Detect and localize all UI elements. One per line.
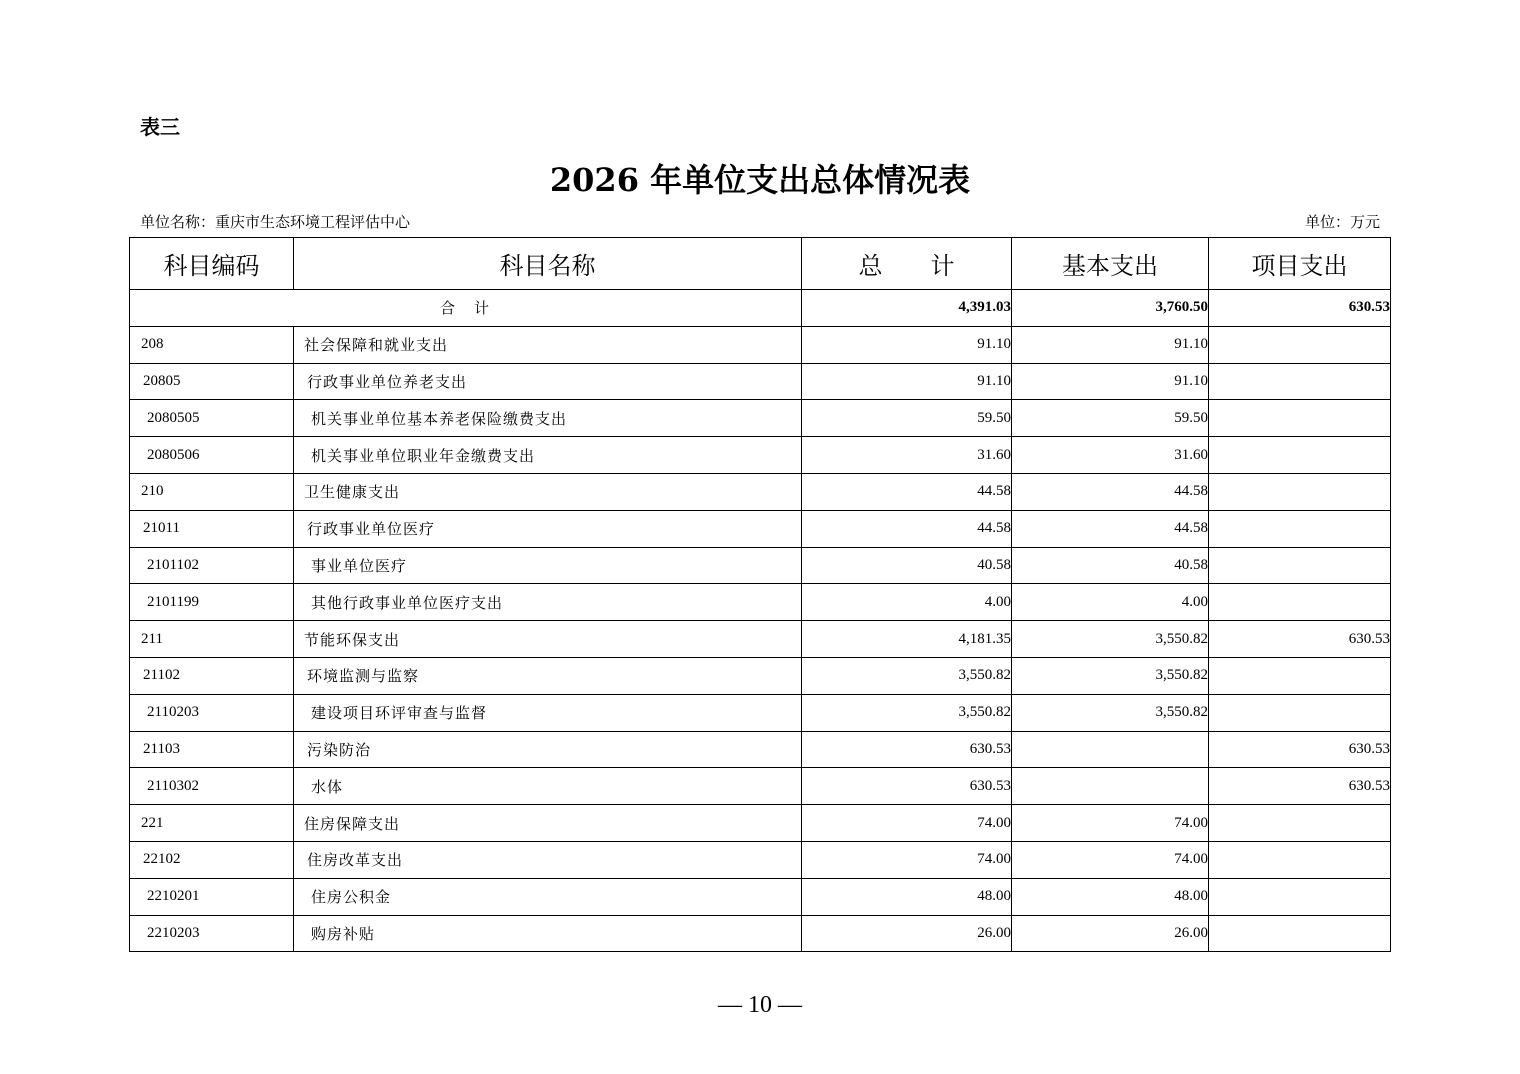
cell-code: 2210201 — [130, 878, 294, 915]
summary-basic: 3,760.50 — [1012, 290, 1209, 327]
cell-project — [1209, 437, 1391, 474]
table-row — [130, 731, 1391, 768]
cell-name: 其他行政事业单位医疗支出 — [294, 584, 802, 621]
cell-total: 44.58 — [802, 473, 1012, 510]
cell-code: 211 — [130, 621, 294, 658]
cell-basic: 3,550.82 — [1012, 694, 1209, 731]
cell-project — [1209, 400, 1391, 437]
table-row — [130, 510, 1391, 547]
cell-total: 630.53 — [802, 768, 1012, 805]
unit-info-line — [140, 210, 1380, 234]
cell-basic: 59.50 — [1012, 400, 1209, 437]
cell-basic: 44.58 — [1012, 510, 1209, 547]
cell-total: 40.58 — [802, 547, 1012, 584]
cell-project — [1209, 510, 1391, 547]
cell-project — [1209, 878, 1391, 915]
cell-name: 环境监测与监察 — [294, 657, 802, 694]
table-row — [130, 437, 1391, 474]
cell-basic — [1012, 731, 1209, 768]
cell-project — [1209, 584, 1391, 621]
cell-basic: 4.00 — [1012, 584, 1209, 621]
cell-project — [1209, 805, 1391, 842]
cell-code: 22102 — [130, 841, 294, 878]
cell-name: 机关事业单位职业年金缴费支出 — [294, 437, 802, 474]
currency-unit: 单位：万元 — [1304, 213, 1380, 231]
cell-name: 行政事业单位医疗 — [294, 510, 802, 547]
cell-basic: 3,550.82 — [1012, 657, 1209, 694]
cell-basic: 44.58 — [1012, 473, 1209, 510]
cell-project — [1209, 694, 1391, 731]
table-row — [130, 841, 1391, 878]
cell-name: 购房补贴 — [294, 915, 802, 952]
cell-total: 3,550.82 — [802, 694, 1012, 731]
cell-project: 630.53 — [1209, 768, 1391, 805]
header-project: 项目支出 — [1209, 238, 1391, 290]
cell-basic: 74.00 — [1012, 841, 1209, 878]
header-code: 科目编码 — [130, 238, 294, 290]
table-row — [130, 657, 1391, 694]
cell-code: 2110302 — [130, 768, 294, 805]
cell-code: 2101102 — [130, 547, 294, 584]
cell-total: 4,181.35 — [802, 621, 1012, 658]
cell-project: 630.53 — [1209, 731, 1391, 768]
header-total: 总 计 — [802, 238, 1012, 290]
table-row — [130, 326, 1391, 363]
cell-project — [1209, 547, 1391, 584]
summary-row — [130, 290, 1391, 327]
table-row — [130, 805, 1391, 842]
cell-code: 221 — [130, 805, 294, 842]
cell-total: 44.58 — [802, 510, 1012, 547]
cell-total: 91.10 — [802, 326, 1012, 363]
cell-code: 208 — [130, 326, 294, 363]
cell-project — [1209, 326, 1391, 363]
cell-total: 59.50 — [802, 400, 1012, 437]
table-row — [130, 473, 1391, 510]
table-body — [130, 290, 1391, 952]
table-row — [130, 768, 1391, 805]
header-name: 科目名称 — [294, 238, 802, 290]
cell-code: 2080506 — [130, 437, 294, 474]
cell-code: 2080505 — [130, 400, 294, 437]
cell-code: 21011 — [130, 510, 294, 547]
unit-name: 单位名称：重庆市生态环境工程评估中心 — [140, 213, 411, 231]
cell-basic: 40.58 — [1012, 547, 1209, 584]
cell-name: 事业单位医疗 — [294, 547, 802, 584]
cell-name: 水体 — [294, 768, 802, 805]
cell-name: 卫生健康支出 — [294, 473, 802, 510]
cell-name: 行政事业单位养老支出 — [294, 363, 802, 400]
table-row — [130, 621, 1391, 658]
cell-basic: 48.00 — [1012, 878, 1209, 915]
table-row — [130, 547, 1391, 584]
header-basic: 基本支出 — [1012, 238, 1209, 290]
cell-code: 20805 — [130, 363, 294, 400]
table-row — [130, 878, 1391, 915]
cell-code: 21103 — [130, 731, 294, 768]
summary-label: 合 计 — [130, 290, 802, 327]
cell-name: 污染防治 — [294, 731, 802, 768]
cell-project — [1209, 657, 1391, 694]
cell-basic: 3,550.82 — [1012, 621, 1209, 658]
page-title: 2026 年单位支出总体情况表 — [549, 161, 971, 199]
expenditure-table — [129, 237, 1391, 952]
cell-basic — [1012, 768, 1209, 805]
cell-total: 4.00 — [802, 584, 1012, 621]
cell-total: 74.00 — [802, 841, 1012, 878]
summary-project: 630.53 — [1209, 290, 1391, 327]
cell-total: 3,550.82 — [802, 657, 1012, 694]
cell-code: 21102 — [130, 657, 294, 694]
cell-project — [1209, 915, 1391, 952]
cell-total: 31.60 — [802, 437, 1012, 474]
cell-name: 住房公积金 — [294, 878, 802, 915]
cell-total: 91.10 — [802, 363, 1012, 400]
cell-project — [1209, 841, 1391, 878]
page-number: — 10 — — [718, 992, 802, 1018]
cell-code: 2110203 — [130, 694, 294, 731]
cell-basic: 31.60 — [1012, 437, 1209, 474]
cell-basic: 91.10 — [1012, 326, 1209, 363]
summary-total: 4,391.03 — [802, 290, 1012, 327]
cell-basic: 74.00 — [1012, 805, 1209, 842]
table-number-label: 表三 — [140, 115, 180, 139]
table-row — [130, 694, 1391, 731]
table-row — [130, 363, 1391, 400]
cell-project: 630.53 — [1209, 621, 1391, 658]
table-row — [130, 400, 1391, 437]
cell-name: 节能环保支出 — [294, 621, 802, 658]
cell-basic: 26.00 — [1012, 915, 1209, 952]
cell-project — [1209, 473, 1391, 510]
cell-name: 机关事业单位基本养老保险缴费支出 — [294, 400, 802, 437]
cell-project — [1209, 363, 1391, 400]
cell-code: 210 — [130, 473, 294, 510]
cell-code: 2210203 — [130, 915, 294, 952]
cell-total: 48.00 — [802, 878, 1012, 915]
cell-name: 社会保障和就业支出 — [294, 326, 802, 363]
cell-name: 住房改革支出 — [294, 841, 802, 878]
table-row — [130, 584, 1391, 621]
cell-code: 2101199 — [130, 584, 294, 621]
cell-name: 住房保障支出 — [294, 805, 802, 842]
cell-basic: 91.10 — [1012, 363, 1209, 400]
table-header-row — [130, 238, 1391, 290]
table-row — [130, 915, 1391, 952]
cell-total: 630.53 — [802, 731, 1012, 768]
cell-total: 74.00 — [802, 805, 1012, 842]
cell-total: 26.00 — [802, 915, 1012, 952]
cell-name: 建设项目环评审查与监督 — [294, 694, 802, 731]
